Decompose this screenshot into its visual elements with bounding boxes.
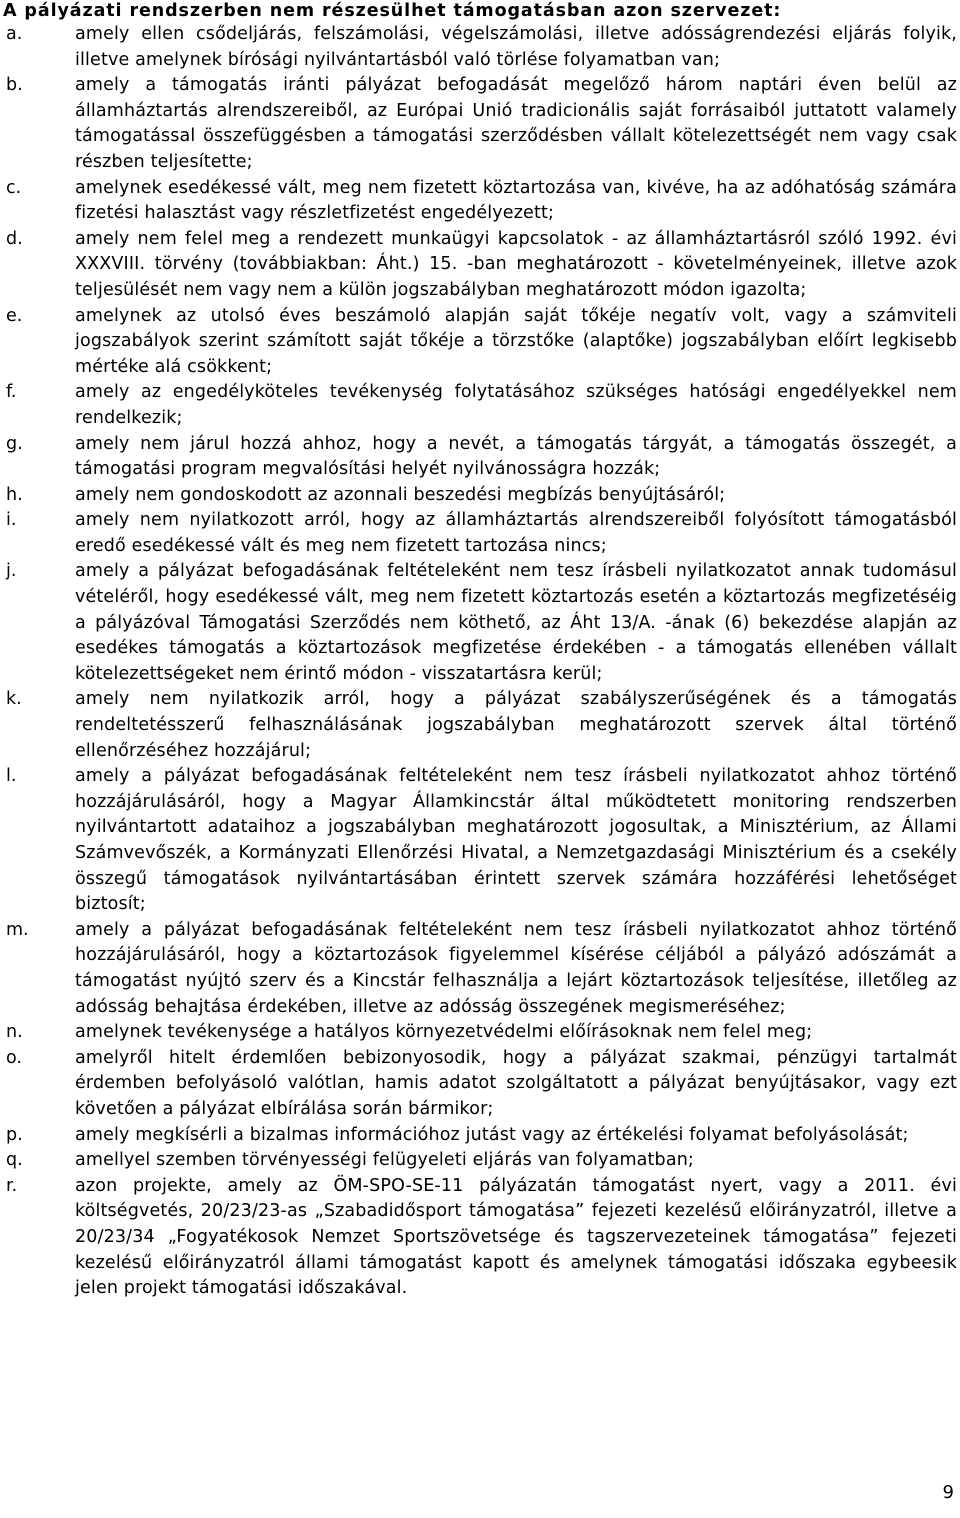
list-item-text: amely nem felel meg a rendezett munkaügyi kapcsolatok - az államháztartásról szóló 1992. évi XXXVIII. törvény (továbbiakban: Áht.) 15. -ban meghatározott - követelményeinek, illetve azok teljesülését nem vagy nem a külön jogszabályban meghatározott módon igazolta; [75, 228, 957, 300]
list-item-marker: h. [6, 484, 23, 505]
list-item [0, 687, 960, 764]
list-item-text: amely a pályázat befogadásának feltételeként nem tesz írásbeli nyilatkozatot ahhoz történő hozzájárulásáról, hogy a Magyar Államkincstár által működtetett monitoring rendszerben nyilvántartott adataihoz a jogszabályban meghatározott jogosultak, a Minisztérium, az Állami Számvevőszék, a Kormányzati Ellenőrzési Hivatal, a Nemzetgazdasági Minisztérium és a csekély összegű támogatások nyilvántartásában érintett szervek számára hozzáférési lehetőséget biztosít; [75, 766, 957, 915]
list-item-text: amely az engedélyköteles tevékenység folytatásához szükséges hatósági engedélyekkel nem rendelkezik; [75, 382, 957, 428]
list-item-marker: e. [6, 305, 23, 326]
list-item-marker: d. [6, 228, 23, 249]
list-item [0, 1123, 960, 1149]
list-item-text: azon projekte, amely az ÖM-SPO-SE-11 pályázatán támogatást nyert, vagy a 2011. évi költségvetés, 20/23/23-as „Szabadidősport támogatása” fejezeti kezelésű előirányzatról, illetve a 20/23/34 „Fogyatékosok Nemzet Sportszövetsége és tagszervezeteinek támogatása” fejezeti kezelésű előirányzatról állami támogatást kapott és amelynek támogatási időszaka egybeesik jelen projekt támogatási időszakával. [75, 1175, 957, 1299]
list-item-text: amely megkísérli a bizalmas információhoz jutást vagy az értékelési folyamat befolyásolását; [75, 1124, 909, 1145]
list-item-text: amely nem járul hozzá ahhoz, hogy a nevét, a támogatás tárgyát, a támogatás összegét, a támogatási program megvalósítási helyét nyilvánosságra hozzák; [75, 433, 957, 480]
list-item-marker: r. [6, 1175, 18, 1196]
list-item-marker: j. [6, 561, 17, 582]
list-item [0, 483, 960, 509]
list-item-text: amelyről hitelt érdemlően bebizonyosodik, hogy a pályázat szakmai, pénzügyi tartalmát érdemben befolyásoló valótlan, hamis adatot szolgáltatott a pályázat benyújtásakor, vagy ezt követően a pályázat elbírálása során bármikor; [75, 1047, 957, 1119]
list-item [0, 508, 960, 559]
list-item [0, 1020, 960, 1046]
list-item-marker: l. [6, 766, 17, 787]
list-item-text: amely a támogatás iránti pályázat befogadását megelőző három naptári éven belül az államháztartás alrendszereiből, az Európai Unió tradicionális saját forrásaiból juttatott valamely támogatással összefüggésben a támogatási szerződésben vállalt kötelezettségét nem vagy csak részben teljesítette; [75, 75, 957, 172]
list-item [0, 918, 960, 1020]
section-heading: A pályázati rendszerben nem részesülhet támogatásban azon szervezet: [3, 1, 782, 21]
list-item-marker: g. [6, 433, 23, 454]
list-item-text: amely nem gondoskodott az azonnali beszedési megbízás benyújtásáról; [75, 484, 726, 505]
list-item [0, 764, 960, 918]
list-item-text: amely a pályázat befogadásának feltételeként nem tesz írásbeli nyilatkozatot annak tudomásul vételéről, hogy esedékessé vált, meg nem fizetett köztartozás esetén a köztartozás megfizetéséig a pályázóval Támogatási Szerződés nem köthető, az Áht 13/A. -ának (6) bekezdése alapján az esedékes támogatás a köztartozások megfizetése érdekében - a támogatás ellenében vállalt kötelezettségeket nem érintő módon - visszatartásra kerül; [75, 561, 957, 684]
list-item [0, 1148, 960, 1174]
page-number: 9 [942, 1482, 954, 1503]
list-item [0, 22, 960, 73]
list-item [0, 1046, 960, 1123]
list-item-marker: b. [6, 75, 23, 96]
list-item [0, 432, 960, 483]
list-item [0, 304, 960, 381]
list-item-marker: p. [6, 1124, 23, 1145]
list-item-text: amelynek tevékenysége a hatályos környezetvédelmi előírásoknak nem felel meg; [75, 1022, 813, 1043]
list-item-text: amelynek az utolsó éves beszámoló alapján saját tőkéje negatív volt, vagy a számviteli jogszabályok szerint számított saját tőkéje a törzstőke (alaptőke) jogszabályban előírt legkisebb mértéke alá csökkent; [75, 305, 957, 377]
list-item-marker: m. [6, 919, 29, 940]
list-item-marker: q. [6, 1150, 23, 1171]
list-item-marker: k. [6, 689, 22, 710]
list-item-marker: a. [6, 24, 23, 44]
list-item-text: amely nem nyilatkozott arról, hogy az államháztartás alrendszereiből folyósított támogatásból eredő esedékessé vált és meg nem fizetett tartozása nincs; [75, 510, 957, 556]
list-item-text: amely ellen csődeljárás, felszámolási, végelszámolási, illetve adósságrendezési eljárás folyik, illetve amelynek bírósági nyilvántartásból való törlése folyamatban van; [75, 24, 957, 70]
list-item [0, 73, 960, 175]
list-item-marker: o. [6, 1047, 22, 1068]
list-item-marker: i. [6, 510, 17, 531]
list-item-text: amellyel szemben törvényességi felügyeleti eljárás van folyamatban; [75, 1150, 694, 1171]
list-item [0, 559, 960, 687]
list-item-marker: f. [6, 382, 17, 403]
list-item-marker: n. [6, 1022, 23, 1043]
list-item-text: amely nem nyilatkozik arról, hogy a pályázat szabályszerűségének és a támogatás rendeltetésszerű felhasználásának jogszabályban meghatározott szervek által történő ellenőrzéséhez hozzájárul; [75, 689, 957, 761]
list-item-marker: c. [6, 177, 22, 198]
list-item-text: amelynek esedékessé vált, meg nem fizetett köztartozása van, kivéve, ha az adóhatóság számára fizetési halasztást vagy részletfizetést engedélyezett; [75, 177, 957, 224]
list-item [0, 1174, 960, 1302]
list-item-text: amely a pályázat befogadásának feltételeként nem tesz írásbeli nyilatkozatot ahhoz történő hozzájárulásáról, hogy a köztartozások figyelemmel kísérése céljából a pályázó adószámát a támogatást nyújtó szerv és a Kincstár felhasználja a lejárt köztartozások teljesítése, illetőleg az adósság behajtása érdekében, illetve az adósság összegének megismeréséhez; [75, 919, 957, 1017]
list-item [0, 380, 960, 431]
list-item [0, 176, 960, 227]
criteria-list [0, 22, 960, 1302]
list-item [0, 227, 960, 304]
